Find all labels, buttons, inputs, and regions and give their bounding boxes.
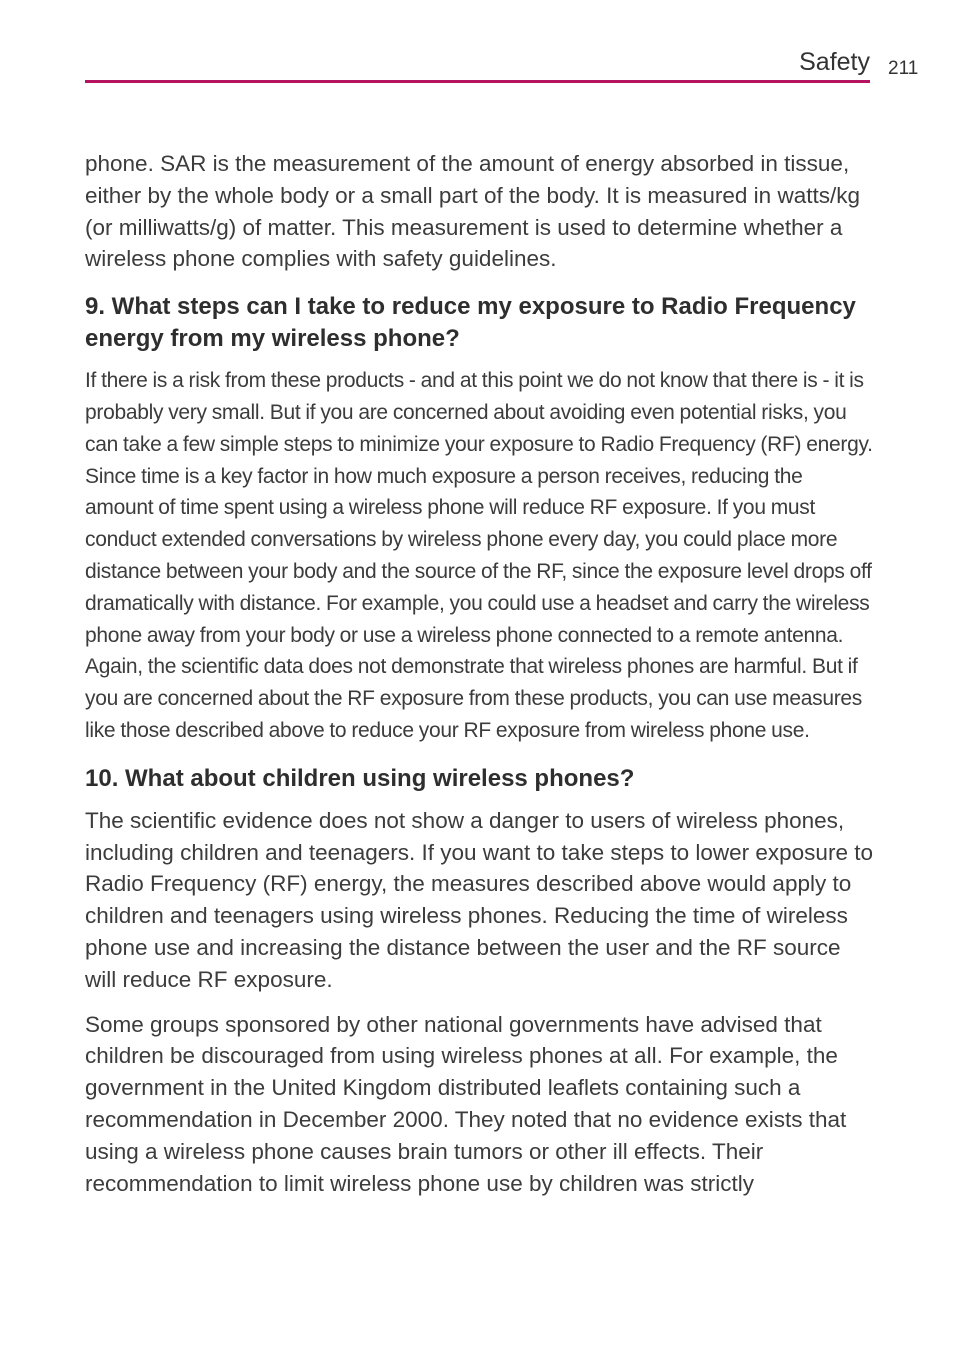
paragraph-sar-definition: phone. SAR is the measurement of the amount of energy absorbed in tissue, either by the whole body or a small part of the body. It is measured in watts/kg (or milliwatts/g) of matter. This measurement is used to determine whether a wireless phone complies with safety guidelines. — [85, 151, 860, 272]
section-title: Safety — [799, 48, 870, 76]
paragraph-reduce-exposure: If there is a risk from these products - and at this point we do not know that there is - it is probably very small. But if you are concerned about avoiding even potential risks, you can take a few simple steps to minimize your exposure to Radio Frequency (RF) energy. Since time is a key factor in how much exposure a person receives, reducing the amount of time spent using a wireless phone will reduce RF exposure. If you must conduct extended conversations by wireless phone every day, you could place more distance between your body and the source of the RF, since the exposure level drops off dramatically with distance. For example, you could use a headset and carry the wireless phone away from your body or use a wireless phone connected to a remote antenna. Again, the scientific data does not demonstrate that wireless phones are harmful. But if you are concerned about the RF exposure from these products, you can use measures like those described above to reduce your RF exposure from wireless phone use. — [85, 369, 873, 742]
page-header — [85, 44, 870, 84]
header-divider — [85, 80, 870, 83]
paragraph-children-evidence: The scientific evidence does not show a danger to users of wireless phones, including children and teenagers. If you want to take steps to lower exposure to Radio Frequency (RF) energy, the measures described above would apply to children and teenagers using wireless phones. Reducing the time of wireless phone use and increasing the distance between the user and the RF source will reduce RF exposure. — [85, 807, 873, 992]
heading-question-10: 10. What about children using wireless phones? — [85, 764, 635, 792]
page-number: 211 — [888, 58, 919, 79]
page-content — [85, 148, 875, 1199]
heading-question-9: 9. What steps can I take to reduce my exposure to Radio Frequency energy from my wireless phone? — [85, 293, 856, 353]
paragraph-government-advice: Some groups sponsored by other national governments have advised that children be discouraged from using wireless phones at all. For example, the government in the United Kingdom distributed leaflets containing such a recommendation in December 2000. They noted that no evidence exists that using a wireless phone causes brain tumors or other ill effects. Their recommendation to limit wireless phone use by children was strictly — [85, 1011, 847, 1196]
